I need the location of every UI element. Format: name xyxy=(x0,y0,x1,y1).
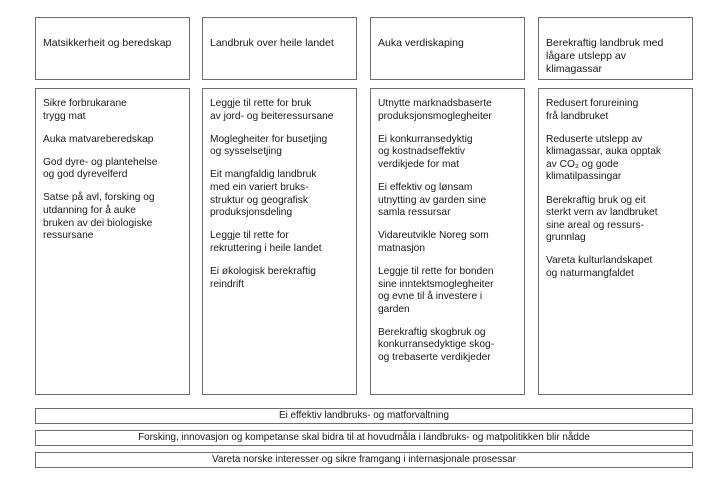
goal-4-item-4: Vareta kulturlandskapet og naturmangfaldet xyxy=(546,255,653,280)
goal-1-item-3: God dyre- og plantehelse og god dyrevelferd xyxy=(43,156,158,181)
goal-heading-1 xyxy=(35,17,190,80)
goal-2-item-2: Moglegheiter for busetjing og sysselsetjing xyxy=(210,133,328,158)
goal-heading-2-text: Landbruk over heile landet xyxy=(210,37,334,49)
goal-4-item-3: Berekraftig bruk og eit sterkt vern av landbruket sine areal og ressurs- grunnlag xyxy=(546,194,658,244)
goal-3-item-4: Vidareutvikle Noreg som matnasjon xyxy=(378,230,489,254)
goal-1-item-4: Satse på avl, forsking og utdanning for å auke bruken av dei biologiske ressursane xyxy=(43,192,155,242)
goal-2-item-5: Ei økologisk berekraftig reindrift xyxy=(210,265,316,290)
goal-2-item-3: Eit mangfaldig landbruk med ein variert bruks- struktur og geografisk produksjonsdeling xyxy=(210,169,317,219)
goal-3-item-3: Ei effektiv og lønsam utnytting av garden sine samla ressursar xyxy=(378,181,487,219)
goal-4-item-2: Reduserte utslepp av klimagassar, auka opptak av CO₂ og gode klimatilpassingar xyxy=(546,133,661,183)
goal-4-item-1: Redusert forureining frå landbruket xyxy=(546,98,639,122)
goal-1-item-2: Auka matvareberedskap xyxy=(43,133,154,145)
goal-3-item-2: Ei konkurransedyktig og kostnadseffektiv verdikjede for mat xyxy=(378,133,473,170)
goal-heading-1-text: Matsikkerheit og beredskap xyxy=(43,37,172,49)
goal-heading-2 xyxy=(202,17,357,80)
goal-3-item-1: Utnytte marknadsbaserte produksjonsmoglegheiter xyxy=(378,98,492,122)
goal-1-item-1: Sikre forbrukarane trygg mat xyxy=(43,98,127,122)
goal-heading-3 xyxy=(370,17,525,80)
goal-3-item-6: Berekraftig skogbruk og konkurransedyktige skog- og trebaserte verdikjeder xyxy=(378,326,495,363)
goal-3-item-5: Leggje til rette for bonden sine inntektsmoglegheiter og evne til å investere i garden xyxy=(378,265,494,315)
goal-heading-3-text: Auka verdiskaping xyxy=(378,37,464,49)
goal-heading-4 xyxy=(538,17,693,80)
goal-2-item-4: Leggje til rette for rekruttering i heile landet xyxy=(210,230,322,254)
goal-heading-4-text: Berekraftig landbruk med lågare utslepp av klimagassar xyxy=(546,37,664,75)
bar-internasjonalt: Vareta norske interesser og sikre framgang i internasjonale prosessar xyxy=(35,452,693,468)
goal-2-item-1: Leggje til rette for bruk av jord- og beiteressursane xyxy=(210,98,334,122)
bar-forsking: Forsking, innovasjon og kompetanse skal bidra til at hovudmåla i landbruks- og matpolitikken blir nådde xyxy=(35,430,693,446)
goal-items-1 xyxy=(35,88,190,395)
goal-items-4 xyxy=(538,88,693,395)
bar-forvaltning: Ei effektiv landbruks- og matforvaltning xyxy=(35,408,693,424)
goal-items-3 xyxy=(370,88,525,395)
goal-items-2 xyxy=(202,88,357,395)
